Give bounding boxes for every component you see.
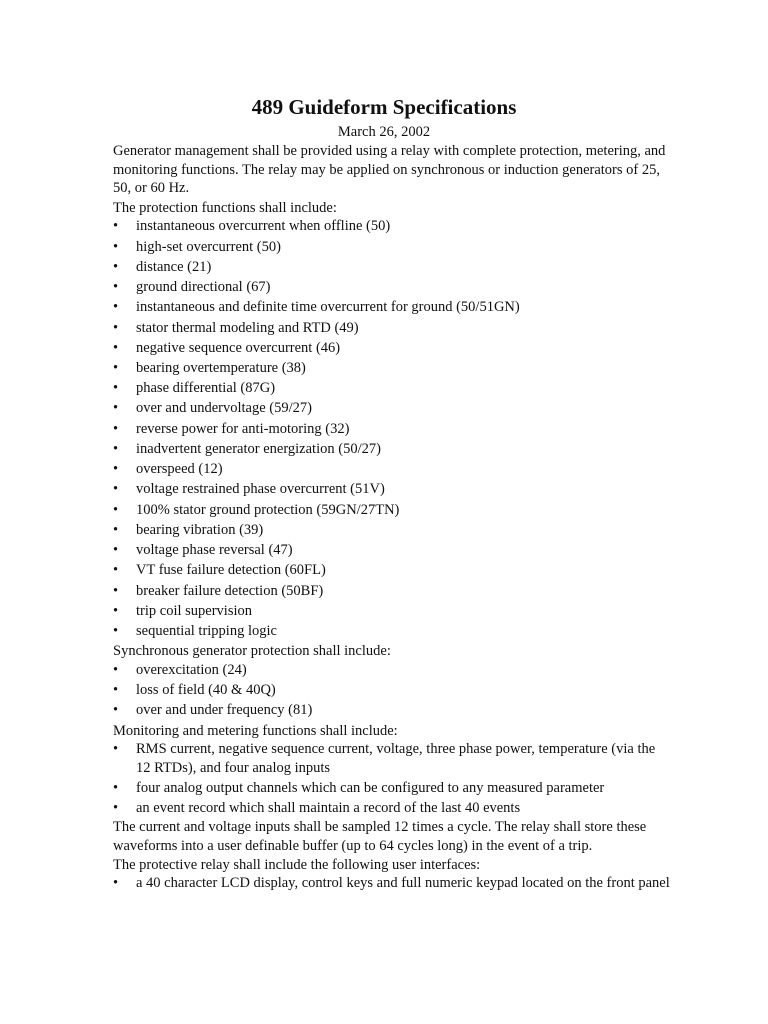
list-item — [113, 379, 673, 398]
bullet-icon: • — [113, 339, 119, 356]
list-item — [113, 298, 673, 317]
list-item — [113, 521, 673, 540]
list-item — [113, 602, 673, 621]
intro-paragraph: Generator management shall be provided using a relay with complete protection, metering, and monitoring functions. The relay may be applied on synchronous or induction generators of 25, 50, or 60 Hz. — [113, 143, 666, 197]
list-item — [113, 799, 673, 818]
list-item-text: overspeed (12) — [136, 461, 223, 478]
bullet-icon: • — [113, 562, 119, 579]
list-item-text: a 40 character LCD display, control keys and full numeric keypad located on the front panel — [136, 875, 670, 892]
list-item-text: stator thermal modeling and RTD (49) — [136, 319, 359, 336]
synchronous-list — [113, 661, 673, 720]
monitoring-heading: Monitoring and metering functions shall include: — [113, 722, 398, 739]
document-body — [113, 142, 673, 894]
bullet-icon: • — [113, 875, 119, 892]
list-item-text: over and undervoltage (59/27) — [136, 400, 312, 417]
list-item — [113, 541, 673, 560]
list-item — [113, 258, 673, 277]
interfaces-heading: The protective relay shall include the following user interfaces: — [113, 856, 481, 873]
bullet-icon: • — [113, 521, 119, 538]
list-item — [113, 622, 673, 641]
list-item-text: distance (21) — [136, 258, 212, 275]
list-item-text: instantaneous and definite time overcurrent for ground (50/51GN) — [136, 299, 520, 316]
list-item-text: loss of field (40 & 40Q) — [136, 682, 276, 699]
list-item-text: bearing overtemperature (38) — [136, 360, 306, 377]
list-item-text: instantaneous overcurrent when offline (50) — [136, 218, 391, 235]
protection-list — [113, 217, 673, 640]
list-item-text: sequential tripping logic — [136, 623, 277, 640]
bullet-icon: • — [113, 440, 119, 457]
bullet-icon: • — [113, 682, 119, 699]
list-item-text: breaker failure detection (50BF) — [136, 582, 324, 599]
list-item-text: overexcitation (24) — [136, 661, 247, 678]
list-item-text: bearing vibration (39) — [136, 521, 264, 538]
list-item — [113, 874, 673, 893]
list-item — [113, 420, 673, 439]
list-item-text: an event record which shall maintain a record of the last 40 events — [136, 799, 521, 816]
list-item-text: trip coil supervision — [136, 602, 252, 619]
bullet-icon: • — [113, 279, 119, 296]
list-item — [113, 480, 673, 499]
list-item-text: high-set overcurrent (50) — [136, 238, 281, 255]
list-item-text: VT fuse failure detection (60FL) — [136, 562, 326, 579]
list-item-text: reverse power for anti-motoring (32) — [136, 420, 350, 437]
bullet-icon: • — [113, 799, 119, 816]
list-item — [113, 661, 673, 680]
bullet-icon: • — [113, 501, 119, 518]
document-title: 489 Guideform Specifications — [251, 95, 517, 119]
document-date: March 26, 2002 — [337, 124, 431, 140]
list-item-text: RMS current, negative sequence current, voltage, three phase power, temperature (via the 12 RTDs), and four analog inputs — [136, 741, 656, 776]
list-item — [113, 701, 673, 720]
bullet-icon: • — [113, 400, 119, 417]
list-item-text: phase differential (87G) — [136, 380, 276, 397]
bullet-icon: • — [113, 380, 119, 397]
list-item — [113, 681, 673, 700]
list-item — [113, 278, 673, 297]
bullet-icon: • — [113, 420, 119, 437]
bullet-icon: • — [113, 582, 119, 599]
bullet-icon: • — [113, 360, 119, 377]
bullet-icon: • — [113, 218, 119, 235]
list-item-text: inadvertent generator energization (50/27) — [136, 440, 381, 457]
list-item — [113, 359, 673, 378]
bullet-icon: • — [113, 602, 119, 619]
list-item — [113, 779, 673, 798]
bullet-icon: • — [113, 702, 119, 719]
bullet-icon: • — [113, 661, 119, 678]
list-item — [113, 440, 673, 459]
bullet-icon: • — [113, 238, 119, 255]
list-item — [113, 501, 673, 520]
bullet-icon: • — [113, 461, 119, 478]
list-item — [113, 582, 673, 601]
list-item-text: negative sequence overcurrent (46) — [136, 339, 341, 356]
list-item-text: voltage phase reversal (47) — [136, 542, 293, 559]
list-item — [113, 740, 673, 777]
list-item — [113, 238, 673, 257]
list-item — [113, 339, 673, 358]
synchronous-heading: Synchronous generator protection shall include: — [113, 643, 391, 660]
bullet-icon: • — [113, 542, 119, 559]
list-item-text: voltage restrained phase overcurrent (51V) — [136, 481, 385, 498]
list-item — [113, 399, 673, 418]
sampling-paragraph: The current and voltage inputs shall be sampled 12 times a cycle. The relay shall store these waveforms into a user definable buffer (up to 64 cycles long) in the event of a trip. — [113, 819, 647, 855]
list-item — [113, 217, 673, 236]
protection-heading: The protection functions shall include: — [113, 199, 337, 216]
list-item-text: 100% stator ground protection (59GN/27TN) — [136, 501, 400, 518]
bullet-icon: • — [113, 258, 119, 275]
list-item — [113, 319, 673, 338]
monitoring-list — [113, 740, 673, 817]
list-item — [113, 561, 673, 580]
list-item-text: ground directional (67) — [136, 279, 271, 296]
bullet-icon: • — [113, 741, 119, 758]
bullet-icon: • — [113, 779, 119, 796]
bullet-icon: • — [113, 481, 119, 498]
list-item-text: four analog output channels which can be configured to any measured parameter — [136, 779, 605, 796]
interfaces-list — [113, 874, 673, 893]
bullet-icon: • — [113, 319, 119, 336]
list-item — [113, 460, 673, 479]
bullet-icon: • — [113, 299, 119, 316]
list-item-text: over and under frequency (81) — [136, 702, 313, 719]
bullet-icon: • — [113, 623, 119, 640]
